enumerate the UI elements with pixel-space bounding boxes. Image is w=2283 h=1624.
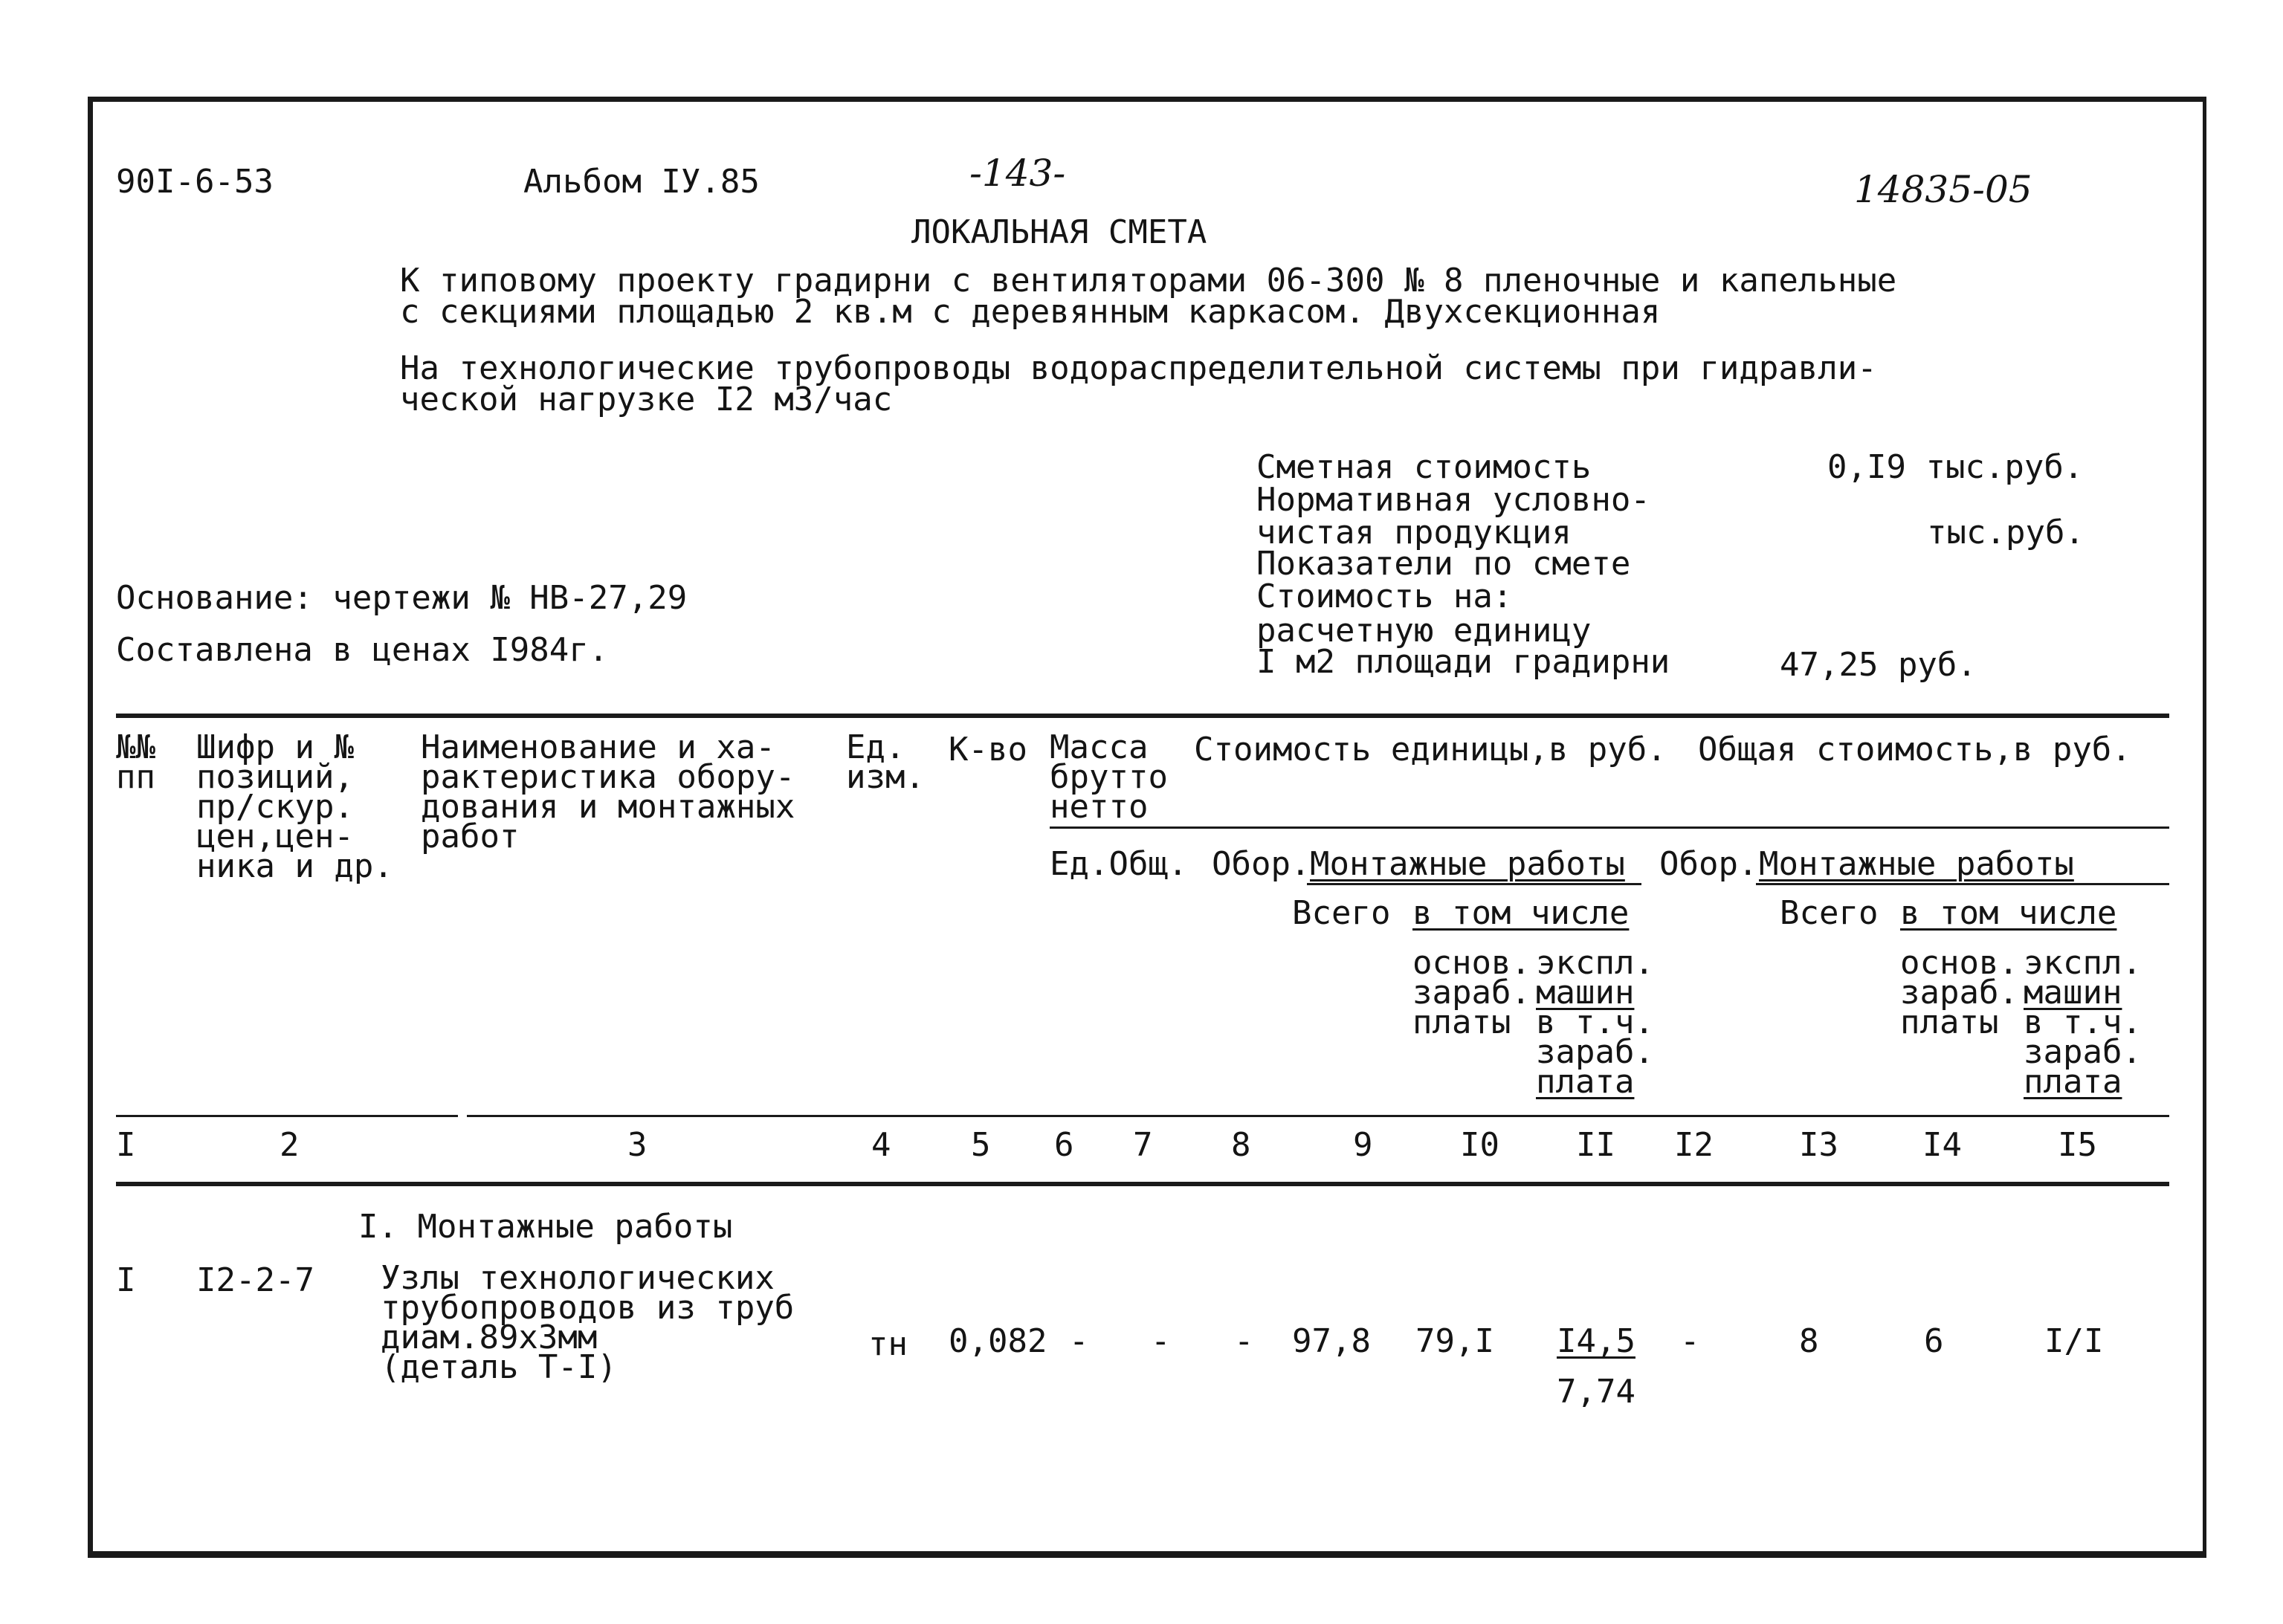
row-c6: -: [1069, 1322, 1089, 1360]
area-label: I м2 площади градирни: [1256, 643, 1670, 681]
colnum-11: II: [1576, 1126, 1615, 1164]
colnum-13: I3: [1799, 1126, 1838, 1164]
row-c11: I4,5: [1557, 1322, 1635, 1360]
area-value: 47,25 руб.: [1780, 646, 1977, 684]
unit-obor-header: Обор.: [1212, 845, 1311, 883]
row-c11-sub: 7,74: [1557, 1373, 1635, 1411]
normative-unit: тыс.руб.: [1927, 514, 2085, 551]
col-number-rule-left: [116, 1115, 458, 1117]
unit-expl-header: экспл. машин в т.ч. зараб. плата: [1536, 944, 1654, 1101]
total-osnov-header: основ. зараб. платы: [1900, 944, 2018, 1041]
row-code: I2-2-7: [196, 1261, 314, 1299]
row-qty: 0,082: [949, 1322, 1047, 1360]
basis-text: Основание: чертежи № НВ-27,29: [116, 579, 688, 617]
row-c10: 79,I: [1415, 1322, 1494, 1360]
col4-header: Ед. изм.: [846, 728, 925, 796]
row-c15: I/I: [2044, 1322, 2104, 1360]
calc-unit-label: расчетную единицу: [1256, 612, 1592, 650]
total-cost-header: Общая стоимость,в руб.: [1698, 731, 2131, 769]
total-vtom-header: в том числе: [1900, 894, 2117, 932]
col-number-rule-right: [467, 1115, 2169, 1117]
row-c14: 6: [1924, 1322, 1944, 1360]
colnum-7: 7: [1133, 1126, 1153, 1164]
prices-text: Составлена в ценах I984г.: [116, 631, 609, 669]
row-c7: -: [1151, 1322, 1171, 1360]
stamp-number: 14835-05: [1854, 168, 2032, 211]
colnum-6: 6: [1054, 1126, 1074, 1164]
colnum-8: 8: [1231, 1126, 1251, 1164]
colnum-14: I4: [1922, 1126, 1962, 1164]
subtitle-line-2: с секциями площадью 2 кв.м с деревянным каркасом. Двухсекционная: [400, 293, 1661, 331]
purpose-line-1: На технологические трубопроводы водораспределительной системы при гидравли-: [400, 349, 1877, 387]
normative-label-2: чистая продукция: [1256, 514, 1572, 551]
col2-header: Шифр и № позиций, пр/скур. цен,цен- ника и др.: [196, 728, 393, 885]
col3-header: Наименование и ха- рактеристика обору- дования и монтажных работ: [421, 728, 795, 855]
doc-code: 90I-6-53: [116, 163, 274, 201]
row-unit: тн: [868, 1325, 908, 1363]
unit-cost-header: Стоимость единицы,в руб.: [1194, 731, 1667, 769]
page-number: -143-: [969, 152, 1066, 195]
colnum-1: I: [116, 1126, 136, 1164]
normative-label-1: Нормативная условно-: [1256, 481, 1650, 519]
total-mont-header: Монтажные работы: [1759, 845, 2074, 883]
album-label: Альбом IУ.85: [523, 163, 760, 201]
estimated-cost-label: Сметная стоимость: [1256, 448, 1592, 486]
colnum-10: I0: [1460, 1126, 1499, 1164]
total-vsego-header: Всего: [1780, 894, 1879, 932]
table-body-rule: [116, 1182, 2169, 1186]
row-c13: 8: [1799, 1322, 1819, 1360]
purpose-line-2: ческой нагрузке I2 м3/час: [400, 381, 893, 418]
doc-title: ЛОКАЛЬНАЯ СМЕТА: [911, 213, 1207, 251]
colnum-12: I2: [1674, 1126, 1714, 1164]
subtitle-line-1: К типовому проекту градирни с вентиляторами 06-300 № 8 пленочные и капельные: [400, 262, 1897, 300]
total-expl-header: экспл. машин в т.ч. зараб. плата: [2024, 944, 2142, 1101]
total-obor-header: Обор.: [1659, 845, 1758, 883]
row-c12: -: [1680, 1322, 1700, 1360]
table-top-rule: [116, 714, 2169, 718]
colnum-9: 9: [1353, 1126, 1373, 1164]
colnum-15: I5: [2058, 1126, 2097, 1164]
col5-header: К-во: [949, 731, 1027, 769]
colnum-4: 4: [871, 1126, 891, 1164]
unit-vsego-header: Всего: [1292, 894, 1391, 932]
ed-obsh-header: Ед.Общ.: [1050, 845, 1188, 883]
col1-header: №№ пп: [116, 728, 155, 796]
colnum-3: 3: [627, 1126, 648, 1164]
estimated-cost-value: 0,I9 тыс.руб.: [1827, 448, 2084, 486]
cost-on-label: Стоимость на:: [1256, 578, 1513, 615]
unit-mont-header: Монтажные работы: [1310, 845, 1625, 883]
colnum-5: 5: [971, 1126, 991, 1164]
section-title: I. Монтажные работы: [358, 1208, 733, 1246]
mass-header: Масса брутто нетто: [1050, 728, 1168, 826]
row-c9: 97,8: [1292, 1322, 1371, 1360]
unit-vtom-header: в том числе: [1412, 894, 1630, 932]
unit-mont-rule: [1307, 883, 1641, 885]
rule-under-cost-headers: [1050, 826, 2169, 829]
colnum-2: 2: [280, 1126, 300, 1164]
total-mont-rule: [1756, 883, 2169, 885]
row-name: Узлы технологических трубопроводов из труб диам.89х3мм (деталь Т-I): [381, 1259, 795, 1386]
unit-osnov-header: основ. зараб. платы: [1412, 944, 1531, 1041]
indicators-label: Показатели по смете: [1256, 545, 1631, 583]
row-c8: -: [1234, 1322, 1254, 1360]
row-num: I: [116, 1261, 136, 1299]
